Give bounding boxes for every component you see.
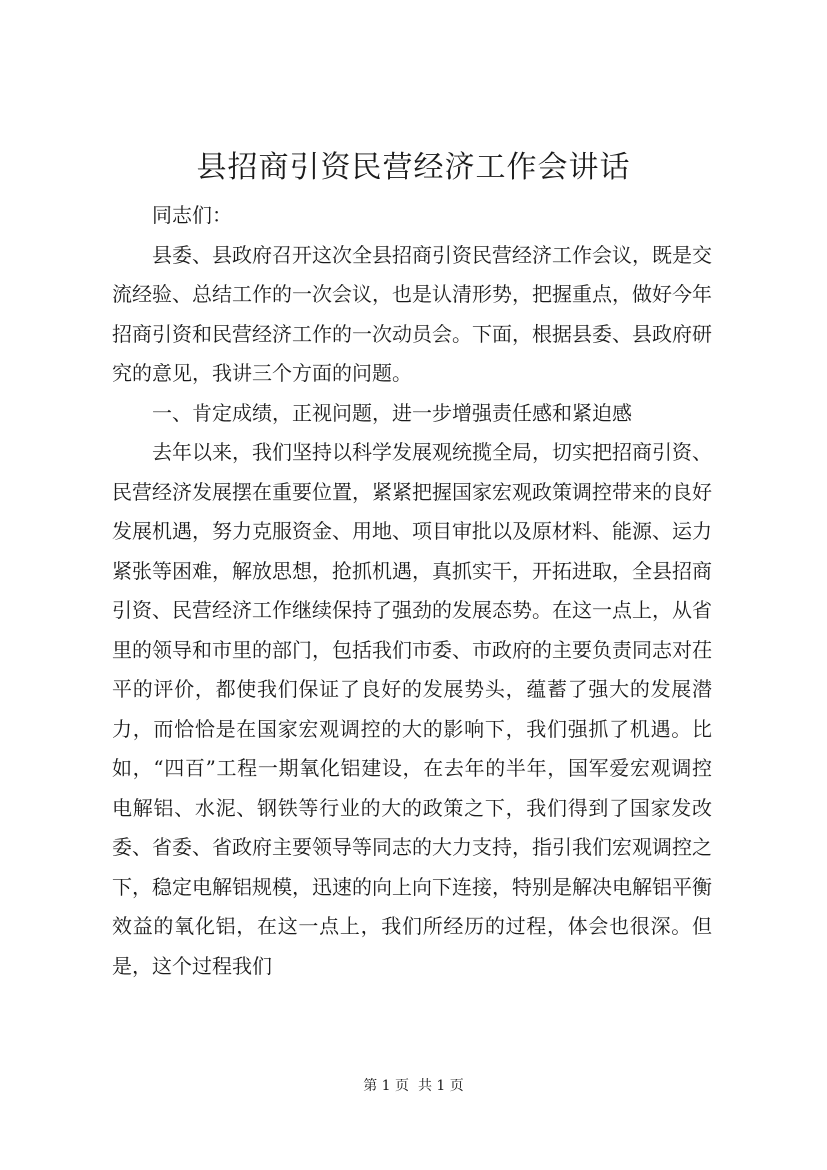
salutation: 同志们： [152, 203, 232, 227]
body-paragraph: 县委、县政府召开这次全县招商引资民营经济工作会议，既是交流经验、总结工作的一次会议，也是认清形势，把握重点，做好今年招商引资和民营经济工作的一次动员会。下面，根据县委、县政府研究的意见，我讲三个方面的问题。 [112, 242, 712, 385]
page-footer [0, 1076, 827, 1096]
document-title: 县招商引资民营经济工作会讲话 [196, 150, 631, 185]
page-number-label: 第 1 页 共 1 页 [363, 1078, 464, 1094]
body-paragraph: 去年以来，我们坚持以科学发展观统揽全局，切实把招商引资、民营经济发展摆在重要位置，紧紧把握国家宏观政策调控带来的良好发展机遇，努力克服资金、用地、项目审批以及原材料、能源、运力紧张等困难，解放思想，抢抓机遇，真抓实干，开拓进取，全县招商引资、民营经济工作继续保持了强劲的发展态势。在这一点上，从省里的领导和市里的部门，包括我们市委、市政府的主要负责同志对茌平的评价，都使我们保证了良好的发展势头，蕴蓄了强大的发展潜力，而恰恰是在国家宏观调控的大的影响下，我们强抓了机遇。比如，“四百”工程一期氧化铝建设，在去年的半年，国军爱宏观调控电解铝、水泥、钢铁等行业的大的政策之下，我们得到了国家发改委、省委、省政府主要领导等同志的大力支持，指引我们宏观调控之下，稳定电解铝规模，迅速的向上向下连接，特别是解决电解铝平衡效益的氧化铝，在这一点上，我们所经历的过程，体会也很深。但是，这个过程我们 [112, 440, 712, 978]
document-body [112, 196, 712, 986]
section-heading: 一、肯定成绩，正视问题，进一步增强责任感和紧迫感 [152, 400, 632, 425]
